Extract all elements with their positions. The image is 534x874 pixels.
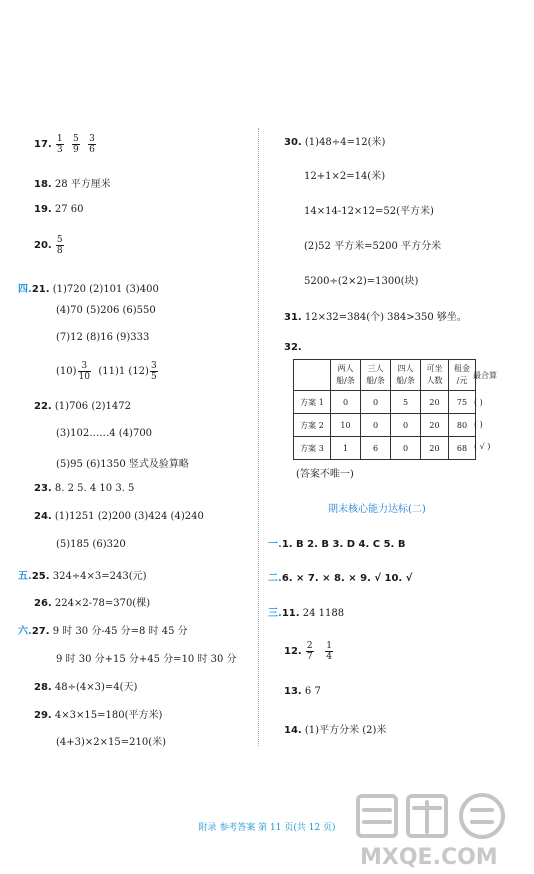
q29-line2: (4+3)×2×15=210(米)	[56, 737, 167, 748]
table-header-cell: 三人 船/条	[361, 360, 391, 391]
fraction: $\frac{5}{9}$	[73, 134, 79, 155]
q24-line2: (5)185 (6)320	[56, 539, 126, 550]
q18: 18. 28 平方厘米	[34, 179, 111, 190]
q19: 19. 27 60	[34, 204, 84, 215]
best-choice-cell: ( )	[474, 420, 483, 429]
table-header-row	[294, 360, 476, 391]
column-divider	[258, 128, 259, 746]
watermark-text: MXQE.COM	[360, 845, 498, 870]
q21: 四.21. (1)720 (2)101 (3)400	[18, 284, 159, 295]
table-header-cell: 四人 船/条	[391, 360, 421, 391]
section-heading: 期末核心能力达标(二)	[328, 504, 426, 515]
q30-line4: (2)52 平方米=5200 平方分米	[304, 241, 442, 252]
q25: 五.25. 324÷4×3=243(元)	[18, 571, 147, 582]
q22-line2: (3)102……4 (4)700	[56, 428, 153, 439]
q21-line2: (4)70 (5)206 (6)550	[56, 305, 156, 316]
q17: 17. $\frac{1}{3}$ $\frac{5}{9}$ $\frac{3}{6}$	[34, 134, 95, 155]
fraction: $\frac{1}{4}$	[326, 641, 332, 662]
table-header-cell: 可坐 人数	[421, 360, 449, 391]
q28: 28. 48÷(4×3)=4(天)	[34, 682, 138, 693]
page-footer: 附录 参考答案 第 11 页(共 12 页)	[198, 823, 336, 833]
q12: 12. $\frac{2}{7}$ $\frac{1}{4}$	[284, 641, 332, 662]
fraction: $\frac{2}{7}$	[306, 641, 313, 662]
q22-line3: (5)95 (6)1350 竖式及验算略	[56, 459, 189, 470]
q29: 29. 4×3×15=180(平方米)	[34, 710, 163, 721]
fraction: $\frac{1}{3}$	[56, 134, 63, 155]
table-header-cell	[294, 360, 331, 391]
q13: 13. 6 7	[284, 686, 321, 697]
q20: 20. $\frac{5}{8}$	[34, 235, 63, 256]
q27-line2: 9 时 30 分+15 分+45 分=10 时 30 分	[56, 654, 237, 665]
best-choice-header: 最合算	[473, 371, 497, 380]
watermark-logo	[352, 792, 522, 870]
q30-line3: 14×14-12×12=52(平方米)	[304, 206, 434, 217]
s2-answers: 二.6. × 7. × 8. × 9. √ 10. √	[268, 573, 413, 584]
q11: 三.11. 24 1188	[268, 608, 345, 619]
q32-table	[293, 359, 476, 460]
best-choice-cell: ( √ )	[474, 442, 491, 451]
table-row: 方案 3 1 6 0 20 68	[294, 437, 476, 460]
q24: 24. (1)1251 (2)200 (3)424 (4)240	[34, 511, 204, 522]
q26: 26. 224×2-78=370(棵)	[34, 598, 151, 609]
q30: 30. (1)48÷4=12(米)	[284, 137, 386, 148]
fraction: $\frac{3}{5}$	[150, 361, 157, 382]
q32-note: (答案不唯一)	[296, 469, 354, 480]
q23: 23. 8. 2 5. 4 10 3. 5	[34, 483, 135, 494]
fraction: $\frac{3}{10}$	[78, 361, 90, 382]
best-choice-cell: ( )	[474, 398, 483, 407]
table-header-cell: 租金 /元	[449, 360, 476, 391]
q27: 六.27. 9 时 30 分-45 分=8 时 45 分	[18, 626, 188, 637]
q32-number: 32.	[284, 342, 302, 353]
q21-line3: (7)12 (8)16 (9)333	[56, 332, 150, 343]
s1-answers: 一.1. B 2. B 3. D 4. C 5. B	[268, 539, 406, 550]
fraction: $\frac{5}{8}$	[56, 235, 63, 256]
fraction: $\frac{3}{6}$	[89, 134, 95, 155]
table-header-cell: 两人 船/条	[331, 360, 361, 391]
q14: 14. (1)平方分米 (2)米	[284, 725, 387, 736]
q21-line4: (10) $\frac{3}{10}$ (11)1 (12) $\frac{3}{5}$	[56, 361, 157, 382]
q22: 22. (1)706 (2)1472	[34, 401, 131, 412]
table-row: 方案 2 10 0 0 20 80	[294, 414, 476, 437]
q30-line5: 5200÷(2×2)=1300(块)	[304, 276, 419, 287]
table-row: 方案 1 0 0 5 20 75	[294, 391, 476, 414]
q31: 31. 12×32=384(个) 384>350 够坐。	[284, 312, 467, 323]
q30-line2: 12+1×2=14(米)	[304, 171, 386, 182]
